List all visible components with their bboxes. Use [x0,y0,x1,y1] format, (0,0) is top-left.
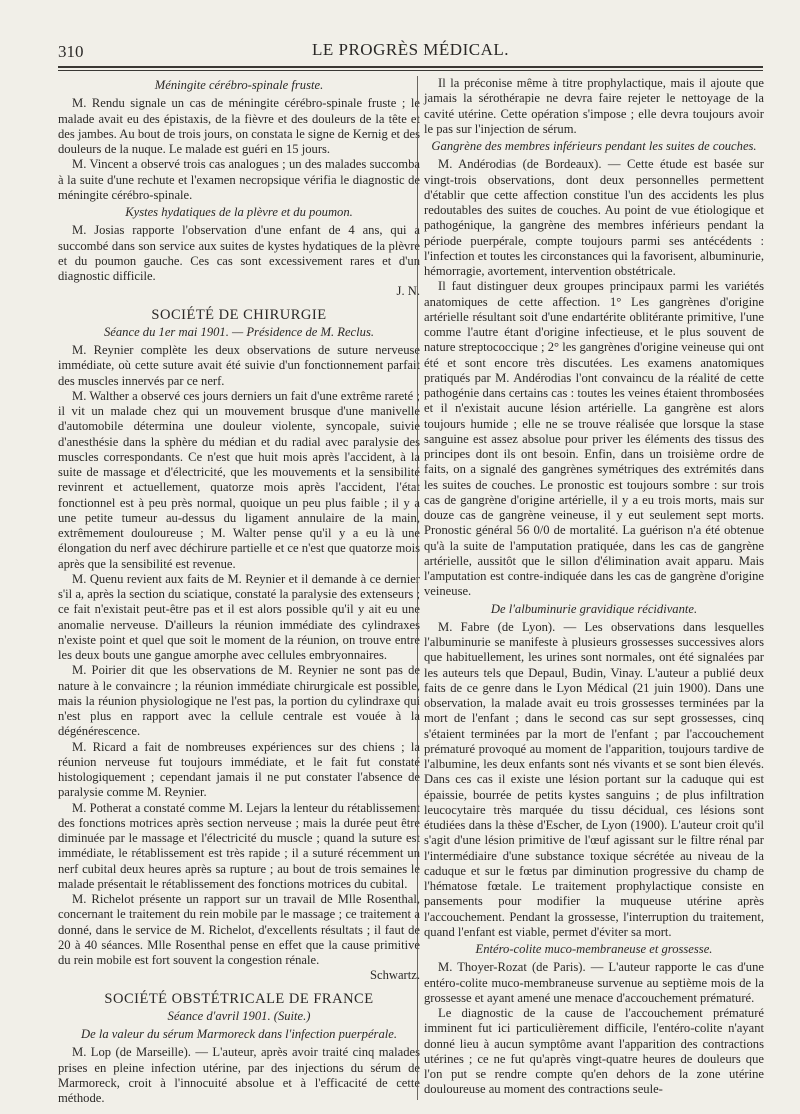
section-subheading: De la valeur du sérum Marmoreck dans l'infection puerpérale. [81,1027,397,1041]
session-line: Séance du 1er mai 1901. — Présidence de M. Reclus. [104,324,374,339]
paragraph [58,801,420,893]
paragraph-text: Le diagnostic de la cause de l'accouchement prématuré imminent fut ici particulièrement difficile, l'entéro-colite n'ayant donné lieu à aucun symptôme avant l'apparition des contractions utérines ; ce ne fut qu'après vingt-quatre heures de douleurs que l'on put se rendre compte qu'en dehors de la zone utérine douloureuse au moment des contractions seule- [424,1006,764,1097]
right-column [424,76,764,1098]
author-signature: Schwartz. [369,968,420,983]
paragraph-text: M. Thoyer-Rozat (de Paris). — L'auteur rapporte le cas d'une entéro-colite muco-membraneuse survenue au septième mois de la grossesse et ayant amené une menace d'accouchement prématuré. [424,960,764,1005]
paragraph [58,663,420,739]
paragraph [58,892,420,984]
paragraph-text: M. Ricard a fait de nombreuses expériences sur des chiens ; la réunion nerveuse fut toujours immédiate, et le fait fut constaté histologiquement ; cependant jamais il ne put constater l'absence de paralysie comme M. Reynier. [58,739,420,800]
paragraph-text: M. Andérodias (de Bordeaux). — Cette étude est basée sur vingt-trois observations, dont deux personnelles permettent d'établir que cette affection constitue l'un des accidents les plus redoutables des suites de couches. Au point de vue étiologique et pathogénique, la gangrène des membres inférieurs pendant la période puerpérale, compte toujours parmi ses antécédents : l'infection et toutes les circonstances qui la favorisent, albuminurie, hémorragie, avortement, intervention obstétricale. [424,157,764,278]
paragraph-text: M. Richelot présente un rapport sur un travail de Mlle Rosenthal, concernant le traitement du rein mobile par le massage ; ce traitement a donné, dans le service de M. Richelot, d'excellents résultats ; il faut de 20 à 40 séances. Mlle Rosenthal pense en effet que la cause primitive du rein mobile est fort souvent la congestion rénale. [58,892,420,967]
paragraph-text: M. Lop (de Marseille). — L'auteur, après avoir traité cinq malades prises en pleine infection utérine, par des injections du sérum de Marmoreck, croit à l'innocuité absolue et à l'efficacité de cette méthode. [58,1045,420,1105]
society-heading: SOCIÉTÉ OBSTÉTRICALE DE FRANCE [104,990,374,1007]
paragraph [424,279,764,599]
paragraph-text: M. Poirier dit que les observations de M. Reynier ne sont pas de nature à le convaincre ; la réunion immédiate chirurgicale est possible, mais la réunion physiologique ne l'est pas, la portion du cylindraxe qui n'est plus en rapport avec la cellule centrale est vouée à la dégénérescence. [58,663,420,739]
page-header [58,40,763,66]
paragraph-text: Il faut distinguer deux groupes principaux parmi les variétés anatomiques de cette affection. 1° Les gangrènes d'origine artérielle résultant soit d'une endartérite oblitérante primitive, l'une comme l'autre étant d'origine infectieuse, et le plus souvent de nature streptococcique ; 2° les gangrènes d'origine veineuse qui ont été et sont encore très discutées. Les examens anatomiques pratiqués par M. Andérodias l'ont convaincu de la réalité de cette pathogénie dans certains cas : toutes les veines étaient thrombosées et il n'existait aucune lésion artérielle. La gangrène est alors toujours humide ; elle ne se trouve réalisée que lorsque la stase sanguine est assez absolue pour priver les éléments des tissus des principes dont ils ont besoin. Enfin, dans un troisième ordre de faits, on a signalé des gangrènes symétriques des extrémités dans les suites de couches. Le pronostic est toujours sombre : sur trois cas de gangrène d'origine artérielle, il y a eu trois morts, mais sur douze cas de gangrène veineuse, il y eut seulement sept morts. Pronostic général 56 0/0 de mortalité. La guérison n'a été obtenue qu'à la suite de l'amputation pratiquée, dans les cas de gangrène artérielle, aussitôt que le sillon d'élimination avait apparu. Mais l'amputation est contre-indiquée dans les cas de gangrène d'origine veineuse. [424,279,764,599]
paragraph [424,1006,764,1098]
session-line: Séance d'avril 1901. (Suite.) [167,1008,311,1023]
paragraph-text: M. Potherat a constaté comme M. Lejars la lenteur du rétablissement des fonctions motrices après section nerveuse ; mais la durée peut être diminuée par le massage et l'électricité du muscle ; quand la suture est immédiate, le rétablissement est très rapide ; il a suturé récemment un nerf cubital deux heures après sa rupture ; au bout de trois semaines le malade présentait le rétablissement des fonctions motrices du cubital. [58,800,420,891]
paragraph [58,157,420,203]
paragraph [58,389,420,572]
paragraph-text: M. Vincent a observé trois cas analogues ; un des malades succomba à la suite d'une rechute et l'examen necropsique vérifia le diagnostic de méningite cérébro-spinale. [58,157,420,202]
paragraph [58,96,420,157]
paragraph-text: M. Reynier complète les deux observations de suture nerveuse immédiate, où cette suture avait été suivie d'un fonctionnement parfait des muscles innervés par ce nerf. [58,343,420,388]
left-column [58,76,420,1106]
section-subheading: De l'albuminurie gravidique récidivante. [490,601,698,616]
paragraph [424,76,764,137]
paragraph [424,960,764,1006]
paragraph [424,157,764,279]
paragraph [58,223,420,299]
paragraph-text: M. Walther a observé ces jours derniers un fait d'une extrême rareté ; il vit un malade chez qui un mouvement brusque d'une manivelle d'automobile détermina une douleur violente, syncopale, suivie d'anesthésie dans la sphère du médian et du radial avec paralysie des muscles correspondants. Ce n'est que huit mois après l'accident, à la suite de massage et d'électricité, que les mouvements et la sensibilité revinrent et actuellement, quatorze mois après l'accident, l'état fonctionnel est à peu près normal, quoique un peu plus faible ; il y a une petite tumeur au-dessus du ligament annulaire de la main, extrêmement douloureuse ; M. Walter pense qu'il y a eu là une élongation du nerf avec déchirure partielle et ce n'est que quatorze mois après que la sensibilité est revenue. [58,388,420,571]
paragraph-text: M. Rendu signale un cas de méningite cérébro-spinale fruste ; le malade avait eu des épistaxis, de la fièvre et des douleurs de la tête et des jambes. Au bout de trois jours, on constata le signe de Kernig et des douleurs de la nuque. Le malade est guéri en 15 jours. [58,96,420,156]
page-number: 310 [58,42,84,61]
column-divider [417,76,418,1100]
paragraph-text: Il la préconise même à titre prophylactique, mais il ajoute que jamais la sérothérapie ne devra faire rejeter le nettoyage de la cavité utérine. Cette opération s'impose ; elle devra toujours avoir le pas sur l'injection de sérum. [424,76,764,136]
paragraph-text: M. Quenu revient aux faits de M. Reynier et il demande à ce dernier s'il a, après la section du sciatique, constaté la paralysie des extenseurs ; ce fait n'existait peut-être pas et il est alors possible qu'il y ait eu une anomalie nerveuse. D'ailleurs la réunion immédiate des cylindraxes n'existe point et quel que soit le moment de la réunion, on trouve entre les deux bouts une gangue amorphe avec cellules embryonnaires. [58,571,420,662]
section-subheading: Kystes hydatiques de la plèvre et du poumon. [125,205,353,219]
paragraph [58,740,420,801]
section-subheading: Entéro-colite muco-membraneuse et grossesse. [475,942,713,956]
header-rule-thin [58,70,763,71]
paragraph [58,343,420,389]
running-title: LE PROGRÈS MÉDICAL. [312,40,509,59]
section-subheading: Gangrène des membres inférieurs pendant les suites de couches. [431,139,757,153]
paragraph [58,1045,420,1106]
author-signature: J. N. [396,284,420,299]
paragraph-text: M. Josias rapporte l'observation d'une enfant de 4 ans, qui a succombé dans son service aux suites de kystes hydatiques de la plèvre et du poumon gauche. Ces cas sont excessivement rares et d'un diagnostic difficile. [58,223,420,283]
section-subheading: Méningite cérébro-spinale fruste. [154,78,324,92]
paragraph [424,620,764,940]
header-rule-thick [58,66,763,68]
paragraph-text: M. Fabre (de Lyon). — Les observations dans lesquelles l'albuminurie se manifeste à plusieurs grossesses successives alors que habituellement, les urines sont normales, ont été signalées par les auteurs tels que Depaul, Budin, Vinay. L'auteur a publié deux faits de ce genre dans le Lyon Médical (21 juin 1900). Dans une observation, la malade avait eu trois grossesses terminées par la mort de l'enfant ; dans le second cas sur sept grossesses, cinq s'étaient terminées par la mort de l'enfant ; par l'accouchement prématuré provoqué au moment de l'apparition, toujours tardive de l'albumine, les deux enfants sont nés vivants et se sont bien élevés. Dans ces cas il existe une lésion portant sur la caduque qui est épaissie, bourrée de petits kystes sanguins ; de plus infiltration leucocytaire très marquée du tissu décidual, ces lésions sont étudiées dans la thèse d'Escher, de Lyon (1900). L'auteur croit qu'il s'agit d'une lésion primitive de l'œuf agissant sur le filtre rénal par l'intermédiaire d'une substance toxique sécrétée au niveau de la caduque et sur le fœtus par diminution progressive du champ de l'hématose fœtale. Le traitement prophylactique consiste en pansements pour modifier la muqueuse utérine après l'accouchement. Pendant la grossesse, l'interruption du traitement, quand l'enfant est viable, permet d'éviter sa mort. [424,619,764,939]
society-heading: SOCIÉTÉ DE CHIRURGIE [151,306,327,323]
paragraph [58,572,420,664]
